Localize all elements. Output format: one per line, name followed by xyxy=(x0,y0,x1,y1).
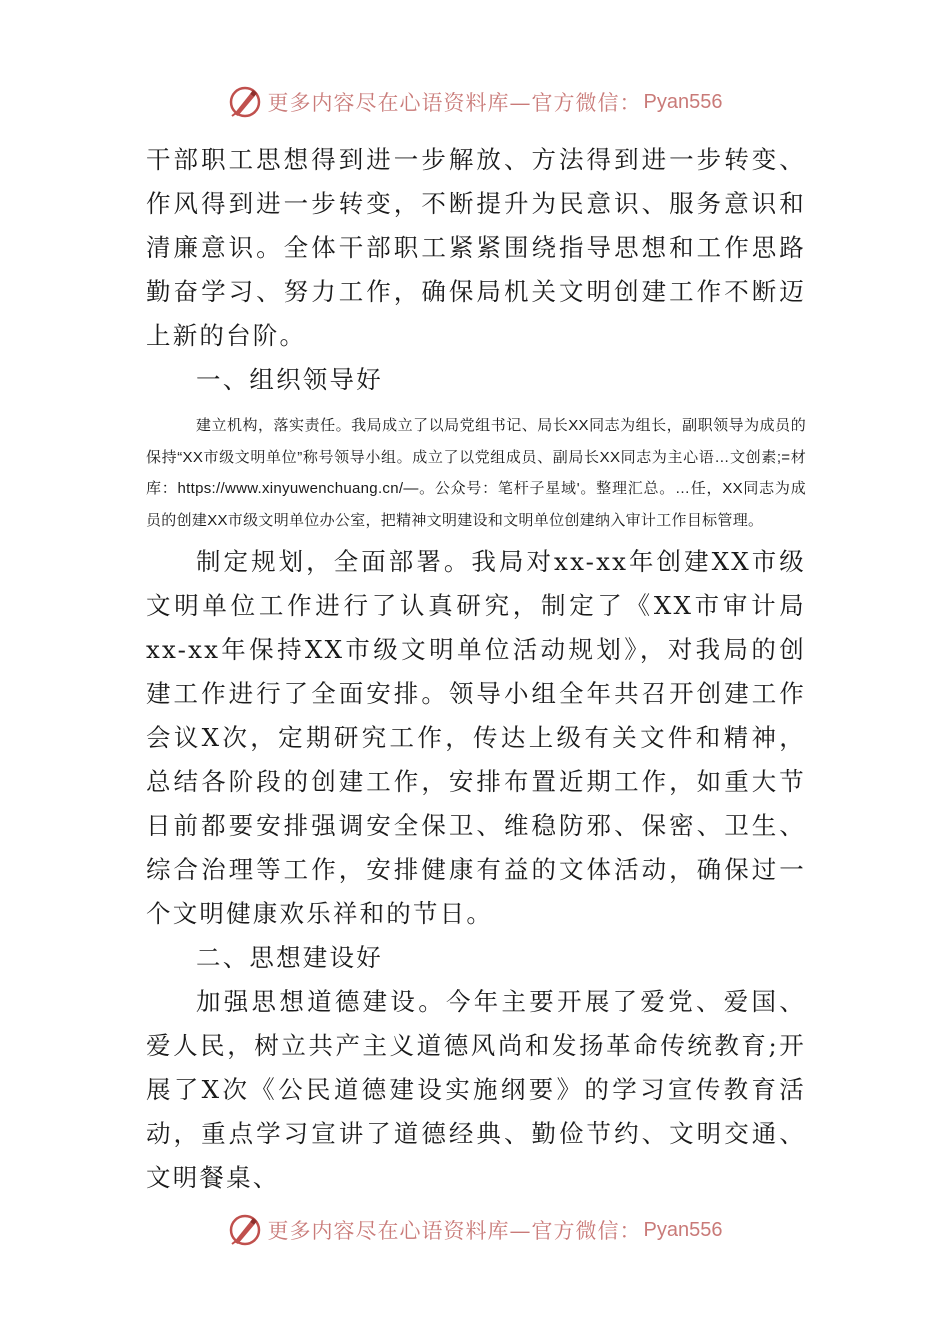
paragraph-organization: 建立机构，落实责任。我局成立了以局党组书记、局长XX同志为组长，副职领导为成员的保持“XX市级文明单位”称号领导小组。成立了以党组成员、副局长XX同志为主心语…文创素;=材库：https://www.xinyuwenchuang.cn/—。公众号：笔杆子星域'。整理汇总。…任，XX同志为成员的创建XX市级文明单位办公室，把精神文明建设和文明单位创建纳入审计工作目标管理。 xyxy=(146,417,806,529)
watermark-text: 更多内容尽在心语资料库—官方微信： xyxy=(267,91,642,115)
section-heading-1: 一、组织领导好 xyxy=(196,365,383,394)
document-body xyxy=(146,138,806,1200)
watermark-wechat-id: Pyan556 xyxy=(643,90,723,113)
header-watermark xyxy=(0,80,950,124)
paragraph-planning: 制定规划，全面部署。我局对xx-xx年创建XX市级文明单位工作进行了认真研究，制定了《XX市审计局xx-xx年保持XX市级文明单位活动规划》，对我局的创建工作进行了全面安排。领导小组全年共召开创建工作会议X次，定期研究工作，传达上级有关文件和精神，总结各阶段的创建工作，安排布置近期工作，如重大节日前都要安排强调安全保卫、维稳防邪、保密、卫生、综合治理等工作，安排健康有益的文体活动，确保过一个文明健康欢乐祥和的节日。 xyxy=(146,547,806,928)
pen-circle-logo-icon xyxy=(228,1213,262,1247)
footer-watermark xyxy=(0,1208,950,1252)
watermark-text: 更多内容尽在心语资料库—官方微信： xyxy=(267,1219,642,1243)
paragraph-intro: 干部职工思想得到进一步解放、方法得到进一步转变、作风得到进一步转变，不断提升为民意识、服务意识和清廉意识。全体干部职工紧紧围绕指导思想和工作思路勤奋学习、努力工作，确保局机关文明创建工作不断迈上新的台阶。 xyxy=(146,145,806,350)
pen-circle-logo-icon xyxy=(228,85,262,119)
watermark-wechat-id: Pyan556 xyxy=(643,1218,723,1241)
paragraph-ideology: 加强思想道德建设。今年主要开展了爱党、爱国、爱人民，树立共产主义道德风尚和发扬革命传统教育;开展了X次《公民道德建设实施纲要》的学习宣传教育活动，重点学习宣讲了道德经典、勤俭节约、文明交通、文明餐桌、 xyxy=(146,987,806,1192)
section-heading-2: 二、思想建设好 xyxy=(196,943,383,972)
